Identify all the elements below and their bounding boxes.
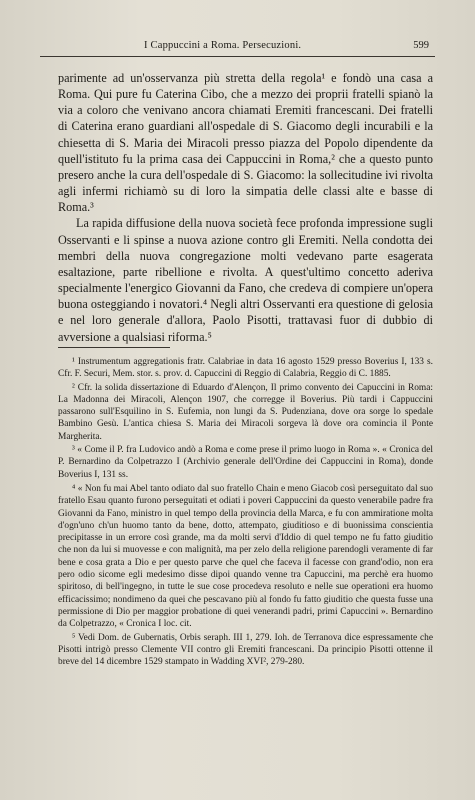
header-title: I Cappuccini a Roma. Persecuzioni. bbox=[144, 40, 302, 51]
footnote: ¹ Instrumentum aggregationis fratr. Calabriae in data 16 agosto 1529 presso Boverius I, 133 s. Cfr. F. Securi, Mem. stor. s. prov. d. Capuccini di Reggio di Calabria, Reggio di C. 1885. bbox=[58, 357, 433, 380]
running-header bbox=[40, 40, 435, 57]
footnotes bbox=[58, 356, 433, 669]
footnote: ² Cfr. la solida dissertazione di Eduardo d'Alençon, Il primo convento dei Capuccini in Roma: La Madonna dei Miracoli, Alençon 1907, che corregge il Boverius. Più tardi i Cappuccini passarono sull'Esquilino in S. Eufemia, non lungi da S. Pudenziana, dove ora sorge lo spedale Bambino Gesù. L'antica chiesa S. Maria dei Miracoli sorgeva là dove ora comincia il Ponte Margherita. bbox=[58, 382, 433, 442]
footnote: ³ « Come il P. fra Ludovico andò a Roma e come prese il primo luogo in Roma ». « Cronica del P. Bernardino da Colpetrazzo I (Archivio generale dell'Ordine dei Cappuccini in Roma), donde Boverius I, 131 ss. bbox=[58, 445, 433, 480]
page-number: 599 bbox=[413, 40, 429, 51]
paragraph: La rapida diffusione della nuova società fece profonda impressione sugli Osservanti e li spinse a nuova azione contro gli Eremiti. Nella condotta dei membri della nuova congregazione molti vedevano parte esagerata esaltazione, parte ribellione e rivolta. A quest'ultimo concetto aderiva specialmente l'energico Giovanni da Fano, che credeva di compiere un'opera buona osteggiando i novatori.⁴ Negli altri Osservanti era questione di gelosia e nel loro generale d'allora, Paolo Pisotti, trattavasi fuor di dubbio di avversione a qualsiasi riforma.⁵ bbox=[58, 216, 433, 344]
footnote: ⁵ Vedi Dom. de Gubernatis, Orbis seraph. III 1, 279. Ioh. de Terranova dice espressamente che Pisotti intrigò presso Clemente VII contro gli Eremiti francescani. Da principio Pisotti ottenne il breve del 14 dicembre 1529 stampato in Wadding XVI², 279-280. bbox=[58, 632, 433, 668]
main-text bbox=[58, 70, 433, 345]
paragraph: parimente ad un'osservanza più stretta della regola¹ e fondò una casa a Roma. Qui pure fu Caterina Cibo, che a mezzo dei proprii fratelli spianò la via a coloro che venivano ancora chiamati Eremiti francescani. Dei fratelli di Caterina erano guardiani all'ospedale di S. Giacomo degli incurabili e la chiesetta di S. Maria dei Miracoli presso piazza del Popolo dipendente da quell'istituto fu la prima casa dei Cappuccini in Roma,² che a questo punto presero anche la cura dell'ospedale di S. Giacomo: la sollecitudine ivi rivolta agli infermi richiamò su di loro la simpatia delle classi alte e basse di Roma.³ bbox=[58, 71, 433, 215]
footnote-separator bbox=[58, 347, 170, 348]
footnote: ⁴ « Non fu mai Abel tanto odiato dal suo fratello Chain e meno Giacob così perseguitato dal suo fratello Esau quanto furono perseguitati et odiati i poveri Cappuccini da questo venerabile padre fra Giovanni da Fano, ministro in quel tempo della provincia della Marca, e fu con ammiratione molta d'ogn'uno ch'un huomo tanto da bene, dotto, attempato, giuditioso e di buonissima conscientia precipitasse in un errore così grande, ma da molti servi d'Iddio di quel tempo ne fu fatto giuditio che non da lui si muovesse e con malignità, ma per zelo della religione parendogli veramente di far bene e cosa grata a Dio e per questo parve che quel che faceva il facesse con grand'odio, non era pero odio sicome egli medesimo disse dipoi quando venne tra Capuccini, ma perchè era huomo spiritoso, di bell'ingegno, in tutte le sue cose procedeva resoluto e nelle sue operationi era huomo efficacissimo; nondimeno da quei che pescavano più al fondo fu fatto giuditio che questa fusse una permissione di Dio per maggior probatione di quei venerandi padri, primi Capuccini ». Bernardino da Colpetrazzo, « Cronica I loc. cit. bbox=[58, 483, 433, 630]
